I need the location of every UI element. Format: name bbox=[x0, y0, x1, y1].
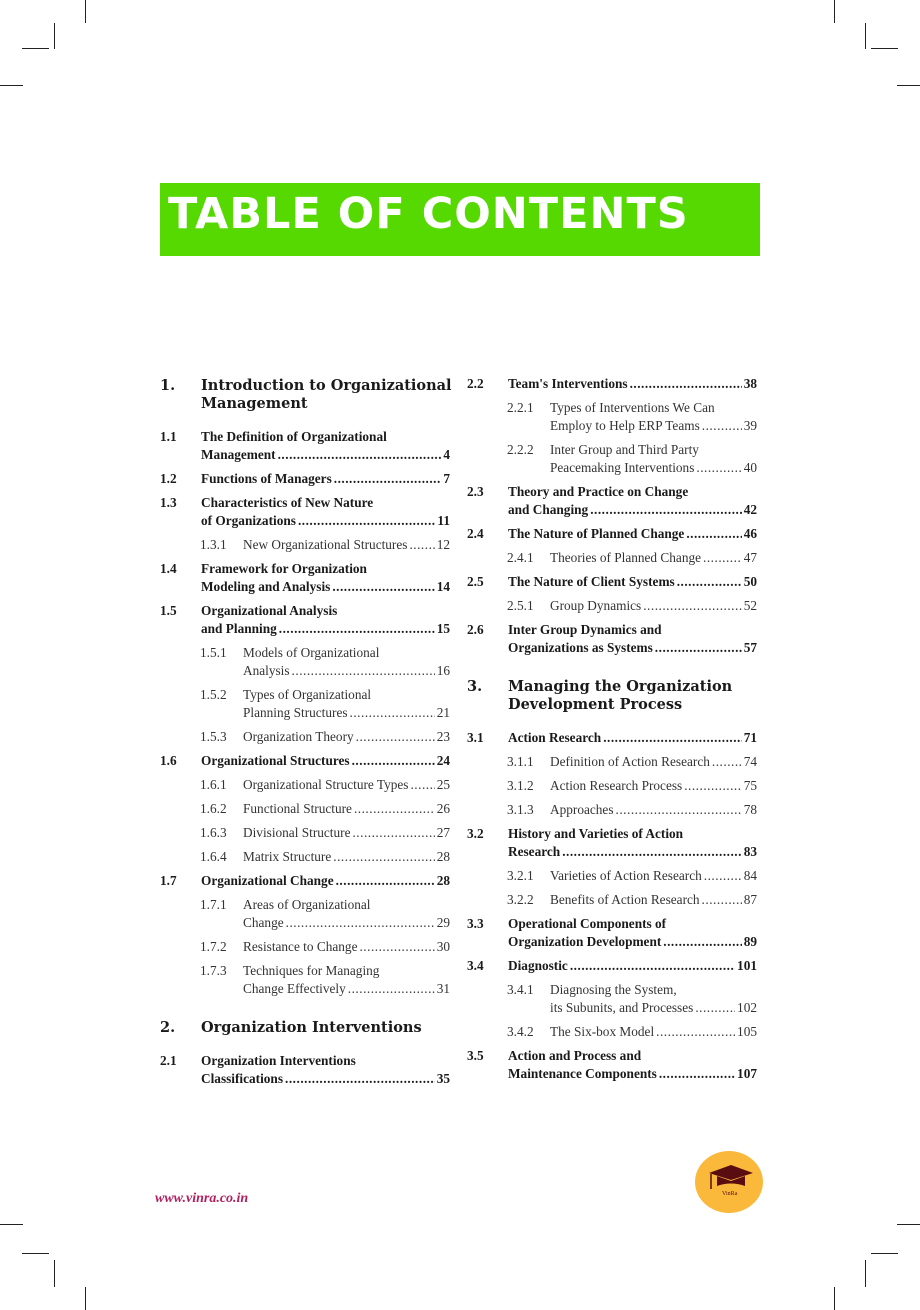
toc-entry-number: 3.1.1 bbox=[507, 754, 534, 769]
toc-entry-number: 3.2 bbox=[467, 826, 484, 841]
toc-entry-title: Action Research bbox=[508, 730, 602, 745]
dot-leader bbox=[332, 578, 434, 596]
toc-entry-page: 107 bbox=[737, 1066, 757, 1081]
toc-entry-title: Management bbox=[201, 447, 276, 462]
crop-mark bbox=[865, 1260, 866, 1287]
toc-entry-title: and Changing bbox=[508, 502, 589, 517]
svg-text:VinRa: VinRa bbox=[722, 1191, 738, 1197]
toc-entry-title: Group Dynamics bbox=[550, 598, 642, 613]
toc-entry-page: 40 bbox=[743, 460, 757, 475]
toc-entry-number: 1.5.3 bbox=[200, 729, 227, 744]
toc-entry-page: 28 bbox=[436, 873, 450, 888]
toc-entry-number: 1.6.2 bbox=[200, 801, 227, 816]
toc-entry-number: 2.2.2 bbox=[507, 442, 534, 457]
toc-entry-title: Matrix Structure bbox=[243, 849, 332, 864]
dot-leader bbox=[410, 776, 434, 794]
toc-entry-page: 74 bbox=[743, 754, 757, 769]
dot-leader bbox=[686, 525, 741, 543]
dot-leader bbox=[616, 801, 742, 819]
toc-entry-page: 27 bbox=[436, 825, 450, 840]
toc-entry-title: Organizational Structure Types bbox=[243, 777, 409, 792]
toc-entry-page: 105 bbox=[737, 1024, 757, 1039]
toc-entry-title: The Six-box Model bbox=[550, 1024, 655, 1039]
toc-entry-title: Functions of Managers bbox=[201, 471, 332, 486]
toc-entry-number: 3.5 bbox=[467, 1048, 484, 1063]
toc-entry-title: Organization Development bbox=[508, 934, 662, 949]
toc-entry-title: Operational Components of bbox=[508, 916, 667, 931]
crop-mark bbox=[85, 0, 86, 23]
toc-entry-number: 3.4.1 bbox=[507, 982, 534, 997]
toc-entry-title: Types of Organizational bbox=[243, 687, 372, 702]
toc-entry-page: 89 bbox=[743, 934, 757, 949]
dot-leader bbox=[333, 848, 434, 866]
toc-entry-title: Change Effectively bbox=[243, 981, 346, 996]
dot-leader bbox=[702, 891, 742, 909]
toc-entry-number: 1. bbox=[160, 377, 176, 394]
dot-leader bbox=[659, 1065, 735, 1083]
dot-leader bbox=[590, 501, 742, 519]
toc-entry-number: 1.3.1 bbox=[200, 537, 227, 552]
toc-entry-number: 3.1.3 bbox=[507, 802, 534, 817]
toc-entry-title: Theories of Planned Change bbox=[550, 550, 702, 565]
dot-leader bbox=[409, 536, 434, 554]
toc-entry-title: Benefits of Action Research bbox=[550, 892, 700, 907]
toc-entry-page: 71 bbox=[743, 730, 757, 745]
website-url[interactable]: www.vinra.co.in bbox=[155, 1191, 249, 1206]
crop-mark bbox=[22, 48, 49, 49]
toc-entry-title: Theory and Practice on Change bbox=[508, 484, 689, 499]
toc-entry-page: 75 bbox=[743, 778, 757, 793]
toc-entry-page: 102 bbox=[737, 1000, 757, 1015]
dot-leader bbox=[663, 933, 741, 951]
dot-leader bbox=[298, 512, 435, 530]
toc-entry-title: Diagnosing the System, bbox=[550, 982, 677, 997]
toc-entry-title: Change bbox=[243, 915, 284, 930]
toc-entry-page: 26 bbox=[436, 801, 450, 816]
toc-entry-number: 1.3 bbox=[160, 495, 177, 510]
toc-entry-number: 2.5.1 bbox=[507, 598, 534, 613]
crop-mark bbox=[0, 1224, 23, 1225]
toc-entry-number: 1.6.1 bbox=[200, 777, 227, 792]
crop-mark bbox=[865, 23, 866, 49]
toc-entry-page: 87 bbox=[743, 892, 757, 907]
dot-leader bbox=[570, 957, 735, 975]
toc-entry-title: Diagnostic bbox=[508, 958, 568, 973]
toc-entry-title: its Subunits, and Processes bbox=[550, 1000, 694, 1015]
toc-entry-number: 3.3 bbox=[467, 916, 484, 931]
toc-entry-number: 3.2.2 bbox=[507, 892, 534, 907]
toc-entry-title: Organization Theory bbox=[243, 729, 354, 744]
toc-entry-page: 25 bbox=[436, 777, 450, 792]
toc-entry-title: Organizational Structures bbox=[201, 753, 350, 768]
crop-mark bbox=[897, 85, 920, 86]
toc-entry-number: 1.7.2 bbox=[200, 939, 227, 954]
toc-entry-title: Maintenance Components bbox=[508, 1066, 657, 1081]
toc-entry-title: of Organizations bbox=[201, 513, 296, 528]
toc-entry-title: Inter Group Dynamics and bbox=[508, 622, 662, 637]
toc-entry-number: 1.7.3 bbox=[200, 963, 227, 978]
toc-entry-title: and Planning bbox=[201, 621, 277, 636]
toc-entry-title: Framework for Organization bbox=[201, 561, 367, 576]
toc-entry-page: 46 bbox=[743, 526, 757, 541]
toc-entry-page: 24 bbox=[436, 753, 450, 768]
toc-entry-title: Resistance to Change bbox=[243, 939, 358, 954]
toc-entry-page: 101 bbox=[737, 958, 757, 973]
dot-leader bbox=[677, 573, 742, 591]
toc-entry-page: 52 bbox=[743, 598, 757, 613]
toc-entry-number: 3.2.1 bbox=[507, 868, 534, 883]
toc-entry-title: Planning Structures bbox=[243, 705, 348, 720]
crop-mark bbox=[834, 0, 835, 23]
toc-entry-page: 57 bbox=[743, 640, 757, 655]
dot-leader bbox=[356, 728, 435, 746]
toc-entry-number: 2.2 bbox=[467, 376, 484, 391]
toc-entry-number: 2.6 bbox=[467, 622, 484, 637]
toc-entry-title: History and Varieties of Action bbox=[508, 826, 684, 841]
toc-entry-number: 1.6 bbox=[160, 753, 177, 768]
toc-entry-page: 11 bbox=[437, 513, 450, 528]
toc-entry-title: Action Research Process bbox=[550, 778, 683, 793]
toc-entry-page: 14 bbox=[436, 579, 450, 594]
dot-leader bbox=[696, 459, 741, 477]
graduation-cap-icon bbox=[695, 1151, 763, 1213]
toc-entry-number: 2.2.1 bbox=[507, 400, 534, 415]
toc-entry-number: 3.4.2 bbox=[507, 1024, 534, 1039]
toc-entry-page: 38 bbox=[743, 376, 757, 391]
crop-mark bbox=[54, 23, 55, 49]
publisher-logo bbox=[695, 1151, 763, 1213]
toc-entry-page: 23 bbox=[436, 729, 450, 744]
toc-entry-title: Organization Interventions bbox=[201, 1019, 422, 1036]
toc-entry-title: The Definition of Organizational bbox=[201, 429, 387, 444]
toc-entry-title: Classifications bbox=[201, 1071, 284, 1086]
dot-leader bbox=[656, 1023, 735, 1041]
toc-entry-title: Inter Group and Third Party bbox=[550, 442, 699, 457]
crop-mark bbox=[22, 1253, 49, 1254]
toc-entry-title: Management bbox=[201, 395, 308, 412]
toc-entry-page: 30 bbox=[436, 939, 450, 954]
dot-leader bbox=[695, 999, 735, 1017]
toc-entry-number: 1.4 bbox=[160, 561, 177, 576]
dot-leader bbox=[348, 980, 435, 998]
dot-leader bbox=[704, 867, 742, 885]
toc-entry-title: Techniques for Managing bbox=[243, 963, 380, 978]
toc-entry-number: 1.6.3 bbox=[200, 825, 227, 840]
toc-entry-number: 2. bbox=[160, 1019, 176, 1036]
toc-entry-page: 50 bbox=[743, 574, 757, 589]
toc-entry-title: Models of Organizational bbox=[243, 645, 380, 660]
dot-leader bbox=[684, 777, 742, 795]
toc-entry-number: 1.5.1 bbox=[200, 645, 227, 660]
toc-entry-title: Types of Interventions We Can bbox=[550, 400, 715, 415]
dot-leader bbox=[285, 1070, 435, 1088]
crop-mark bbox=[85, 1287, 86, 1310]
toc-entry-title: The Nature of Planned Change bbox=[508, 526, 685, 541]
toc-entry-title: Organizational Change bbox=[201, 873, 334, 888]
toc-entry-title: New Organizational Structures bbox=[243, 537, 408, 552]
dot-leader bbox=[712, 753, 742, 771]
toc-entry-page: 42 bbox=[743, 502, 757, 517]
toc-entry-number: 1.1 bbox=[160, 429, 177, 444]
dot-leader bbox=[702, 417, 742, 435]
crop-mark bbox=[871, 48, 898, 49]
toc-entry-title: Managing the Organization bbox=[508, 678, 733, 695]
dot-leader bbox=[562, 843, 742, 861]
dot-leader bbox=[350, 704, 435, 722]
dot-leader bbox=[278, 446, 442, 464]
toc-entry-page: 47 bbox=[743, 550, 757, 565]
toc-entry-title: Action and Process and bbox=[508, 1048, 642, 1063]
toc-entry-number: 1.2 bbox=[160, 471, 177, 486]
toc-entry-title: Organizations as Systems bbox=[508, 640, 653, 655]
dot-leader bbox=[336, 872, 435, 890]
toc-entry-title: Approaches bbox=[550, 802, 614, 817]
toc-entry-title: Definition of Action Research bbox=[550, 754, 710, 769]
toc-entry-page: 21 bbox=[436, 705, 450, 720]
dot-leader bbox=[359, 938, 434, 956]
toc-entry-page: 12 bbox=[436, 537, 450, 552]
toc-entry-number: 2.1 bbox=[160, 1053, 177, 1068]
title-banner bbox=[160, 183, 760, 256]
toc-entry-page: 78 bbox=[743, 802, 757, 817]
dot-leader bbox=[354, 800, 435, 818]
toc-entry-number: 1.5 bbox=[160, 603, 177, 618]
dot-leader bbox=[279, 620, 435, 638]
toc-entry-page: 83 bbox=[743, 844, 757, 859]
dot-leader bbox=[352, 752, 435, 770]
toc-entry-number: 2.4 bbox=[467, 526, 484, 541]
crop-mark bbox=[0, 85, 23, 86]
dot-leader bbox=[334, 470, 442, 488]
toc-entry-page: 15 bbox=[436, 621, 450, 636]
toc-entry-number: 2.4.1 bbox=[507, 550, 534, 565]
toc-entry-page: 28 bbox=[436, 849, 450, 864]
crop-mark bbox=[871, 1253, 898, 1254]
toc-entry-title: Research bbox=[508, 844, 561, 859]
dot-leader bbox=[703, 549, 742, 567]
toc-entry-title: Organizational Analysis bbox=[201, 603, 338, 618]
toc-entry-title: Employ to Help ERP Teams bbox=[550, 418, 700, 433]
toc-entry-page: 29 bbox=[436, 915, 450, 930]
toc-entry-page: 7 bbox=[443, 471, 450, 486]
toc-entry-title: Divisional Structure bbox=[243, 825, 351, 840]
toc-entry-title: Characteristics of New Nature bbox=[201, 495, 374, 510]
toc-entry-page: 4 bbox=[443, 447, 450, 462]
dot-leader bbox=[643, 597, 741, 615]
toc-entry-number: 3.1.2 bbox=[507, 778, 534, 793]
toc-entry-number: 3.4 bbox=[467, 958, 484, 973]
toc-entry-number: 1.7.1 bbox=[200, 897, 227, 912]
toc-entry-number: 2.3 bbox=[467, 484, 484, 499]
toc-entry-number: 1.7 bbox=[160, 873, 177, 888]
toc-entry-title: Varieties of Action Research bbox=[550, 868, 702, 883]
toc-entry-title: Functional Structure bbox=[243, 801, 352, 816]
dot-leader bbox=[292, 662, 435, 680]
dot-leader bbox=[603, 729, 742, 747]
toc-entry-title: Development Process bbox=[508, 696, 683, 713]
toc-entry-title: Peacemaking Interventions bbox=[550, 460, 695, 475]
toc-entry-title: Modeling and Analysis bbox=[201, 579, 331, 594]
crop-mark bbox=[834, 1287, 835, 1310]
page-title: TABLE OF CONTENTS bbox=[168, 189, 689, 239]
toc-entry-page: 39 bbox=[743, 418, 757, 433]
toc-entry-page: 84 bbox=[743, 868, 757, 883]
toc-entry-number: 1.6.4 bbox=[200, 849, 227, 864]
toc-entry-page: 31 bbox=[436, 981, 450, 996]
dot-leader bbox=[286, 914, 435, 932]
dot-leader bbox=[352, 824, 434, 842]
toc-entry-number: 2.5 bbox=[467, 574, 484, 589]
toc-entry-number: 1.5.2 bbox=[200, 687, 227, 702]
dot-leader bbox=[655, 639, 742, 657]
crop-mark bbox=[54, 1260, 55, 1287]
toc-entry-title: Organization Interventions bbox=[201, 1053, 356, 1068]
toc-entry-title: Areas of Organizational bbox=[243, 897, 371, 912]
toc-entry-page: 16 bbox=[436, 663, 450, 678]
toc-entry-number: 3.1 bbox=[467, 730, 484, 745]
toc-entry-page: 35 bbox=[436, 1071, 450, 1086]
toc-entry-title: Introduction to Organizational bbox=[201, 377, 452, 394]
crop-mark bbox=[897, 1224, 920, 1225]
toc-entry-title: Team's Interventions bbox=[508, 376, 628, 391]
toc-entry-title: The Nature of Client Systems bbox=[508, 574, 675, 589]
toc-entry-title: Analysis bbox=[243, 663, 290, 678]
toc-entry-number: 3. bbox=[467, 678, 483, 695]
dot-leader bbox=[630, 375, 742, 393]
